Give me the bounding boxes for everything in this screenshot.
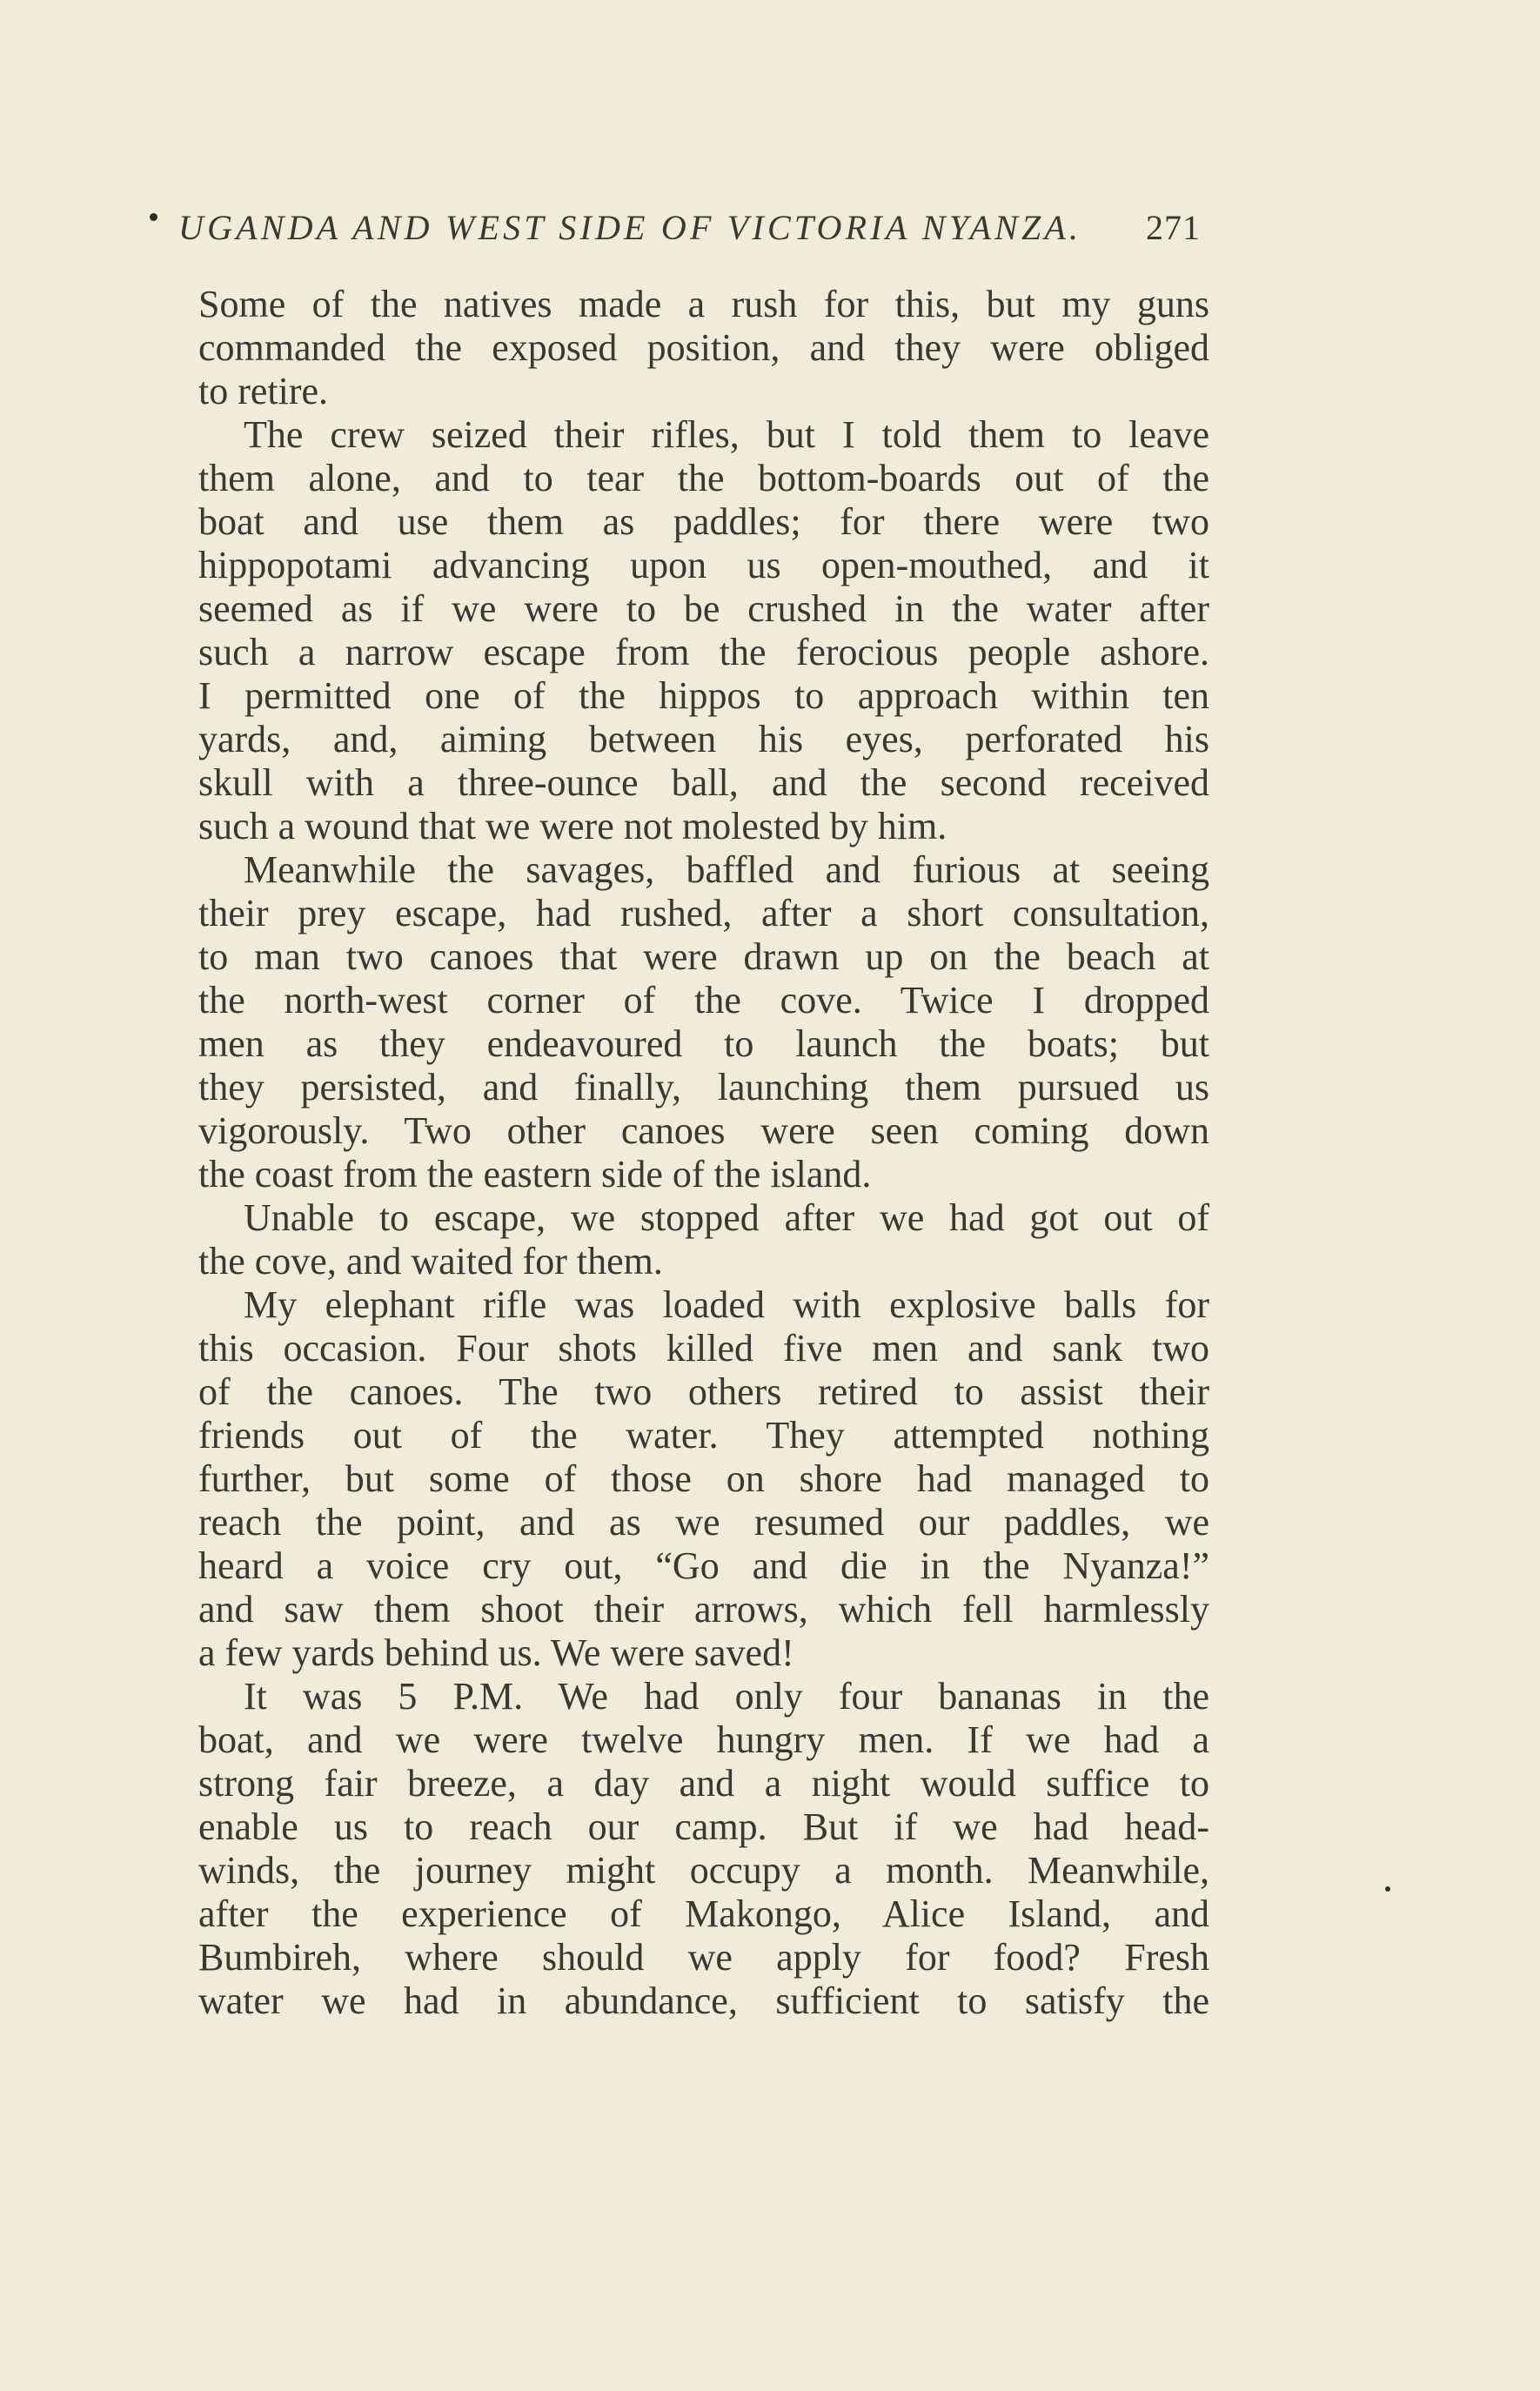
text-line: men as they endeavoured to launch the boats; but [198,1022,1209,1065]
text-line: to retire. [198,370,329,412]
text-line: boat and use them as paddles; for there were two [198,500,1209,543]
print-mark-left [150,213,157,221]
text-line: seemed as if we were to be crushed in the water after [198,587,1209,630]
text-line: reach the point, and as we resumed our paddles, we [198,1501,1209,1544]
text-line: them alone, and to tear the bottom-boards out of the [198,457,1209,499]
text-line: the north-west corner of the cove. Twice I dropped [198,979,1209,1021]
text-line: further, but some of those on shore had managed to [198,1457,1209,1500]
text-line: heard a voice cry out, “Go and die in the Nyanza!” [198,1544,1209,1587]
text-line: friends out of the water. They attempted nothing [198,1414,1209,1457]
text-line: such a narrow escape from the ferocious people ashore. [198,631,1209,673]
text-line: after the experience of Makongo, Alice Island, and [198,1892,1209,1935]
text-line: Meanwhile the savages, baffled and furious at seeing [244,848,1209,891]
body-text [198,283,1209,2023]
text-line: strong fair breeze, a day and a night would suffice to [198,1762,1209,1805]
print-mark-right [1385,1886,1390,1892]
text-line: yards, and, aiming between his eyes, perforated his [198,718,1209,760]
page-header [178,207,1201,268]
text-line: of the canoes. The two others retired to assist their [198,1370,1209,1413]
text-line: boat, and we were twelve hungry men. If we had a [198,1718,1209,1761]
text-line: and saw them shoot their arrows, which fell harmlessly [198,1588,1209,1631]
text-line: It was 5 P.M. We had only four bananas in the [244,1675,1209,1718]
text-line: The crew seized their rifles, but I told them to leave [244,413,1209,456]
text-line: they persisted, and finally, launching them pursued us [198,1066,1209,1108]
text-line: this occasion. Four shots killed five men and sank two [198,1327,1209,1370]
text-line: Bumbireh, where should we apply for food? Fresh [198,1936,1209,1979]
text-line: the coast from the eastern side of the island. [198,1153,872,1196]
text-line: to man two canoes that were drawn up on the beach at [198,935,1209,978]
text-line: vigorously. Two other canoes were seen coming down [198,1109,1209,1152]
text-line: winds, the journey might occupy a month. Meanwhile, [198,1849,1209,1892]
text-line: My elephant rifle was loaded with explosive balls for [244,1283,1209,1326]
text-line: a few yards behind us. We were saved! [198,1631,794,1674]
page-number: 271 [1146,208,1201,247]
running-head: UGANDA AND WEST SIDE OF VICTORIA NYANZA. [178,208,1082,247]
text-line: water we had in abundance, sufficient to satisfy the [198,1979,1209,2022]
text-line: such a wound that we were not molested by him. [198,805,947,847]
text-line: Some of the natives made a rush for this, but my guns [198,283,1209,325]
text-line: their prey escape, had rushed, after a short consultation, [198,892,1209,934]
text-line: commanded the exposed position, and they were obliged [198,326,1209,369]
text-line: I permitted one of the hippos to approach within ten [198,674,1209,717]
text-line: Unable to escape, we stopped after we had got out of [244,1196,1209,1239]
text-line: hippopotami advancing upon us open-mouthed, and it [198,544,1209,586]
text-line: enable us to reach our camp. But if we had head- [198,1805,1209,1848]
text-line: the cove, and waited for them. [198,1240,663,1283]
text-line: skull with a three-ounce ball, and the second received [198,761,1209,804]
